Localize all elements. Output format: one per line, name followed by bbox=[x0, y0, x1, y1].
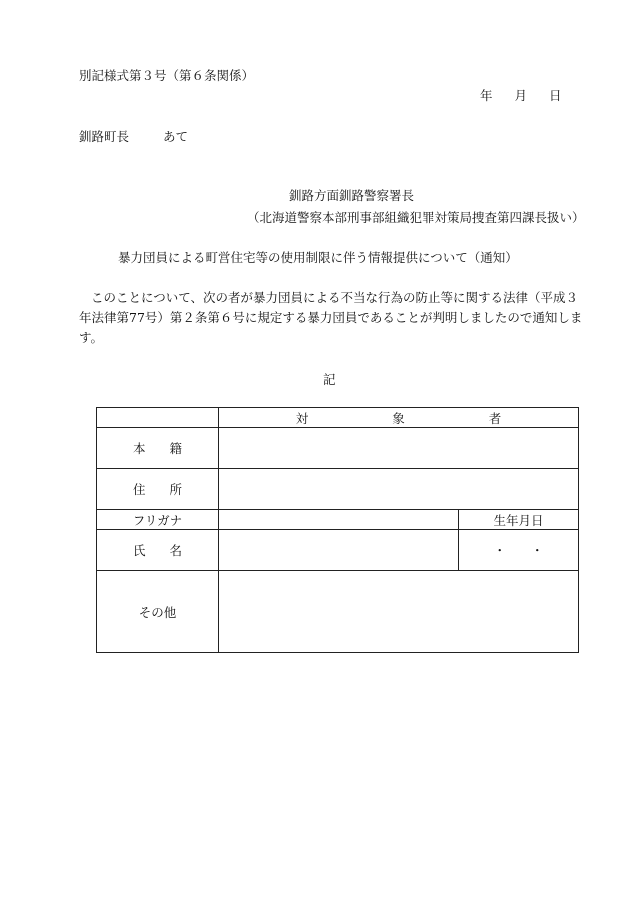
address-label bbox=[97, 469, 219, 510]
address-char-2: 所 bbox=[169, 482, 183, 497]
furigana-value[interactable] bbox=[219, 510, 459, 530]
addressee-name: 釧路町長 bbox=[79, 129, 130, 144]
other-label: その他 bbox=[97, 571, 219, 653]
addressee bbox=[79, 127, 188, 145]
date-year-label: 年 bbox=[480, 88, 493, 103]
honseki-char-2: 籍 bbox=[169, 441, 183, 456]
furigana-label: フリガナ bbox=[97, 510, 219, 530]
name-label bbox=[97, 530, 219, 571]
address-char-1: 住 bbox=[132, 482, 146, 497]
birthdate-value[interactable]: ・ ・ bbox=[459, 530, 579, 571]
target-header-cell bbox=[219, 408, 579, 428]
birthdate-label: 生年月日 bbox=[459, 510, 579, 530]
target-char-1: 対 bbox=[295, 410, 309, 426]
sender-title: 釧路方面釧路警察署長 bbox=[289, 188, 415, 203]
target-char-3: 者 bbox=[488, 410, 502, 426]
addressee-suffix: あて bbox=[163, 129, 189, 144]
target-person-table bbox=[96, 407, 579, 653]
table-row-honseki bbox=[97, 428, 579, 469]
honseki-char-1: 本 bbox=[132, 441, 146, 456]
date-month-label: 月 bbox=[514, 88, 528, 103]
other-value[interactable] bbox=[219, 571, 579, 653]
form-number: 別記様式第３号（第６条関係） bbox=[79, 68, 255, 83]
sender-handler: （北海道警察本部刑事部組織犯罪対策局捜査第四課長扱い） bbox=[247, 210, 585, 225]
date-line bbox=[480, 86, 562, 104]
document-subject: 暴力団員による町営住宅等の使用制限に伴う情報提供について（通知） bbox=[118, 250, 518, 265]
name-char-1: 氏 bbox=[132, 543, 146, 558]
name-char-2: 名 bbox=[169, 543, 183, 558]
ki-heading: 記 bbox=[323, 372, 336, 387]
table-header-row bbox=[97, 408, 579, 428]
target-char-2: 象 bbox=[392, 410, 405, 426]
table-row-furigana bbox=[97, 510, 579, 530]
table-row-address bbox=[97, 469, 579, 510]
table-row-name bbox=[97, 530, 579, 571]
blank-header-cell bbox=[97, 408, 219, 428]
body-paragraph: このことについて、次の者が暴力団員による不当な行為の防止等に関する法律（平成３年法律第77号）第２条第６号に規定する暴力団員であることが判明しましたので通知します。 bbox=[79, 290, 583, 345]
date-day-label: 日 bbox=[549, 88, 562, 103]
address-value[interactable] bbox=[219, 469, 579, 510]
table-row-other bbox=[97, 571, 579, 653]
honseki-value[interactable] bbox=[219, 428, 579, 469]
honseki-label bbox=[97, 428, 219, 469]
name-value[interactable] bbox=[219, 530, 459, 571]
